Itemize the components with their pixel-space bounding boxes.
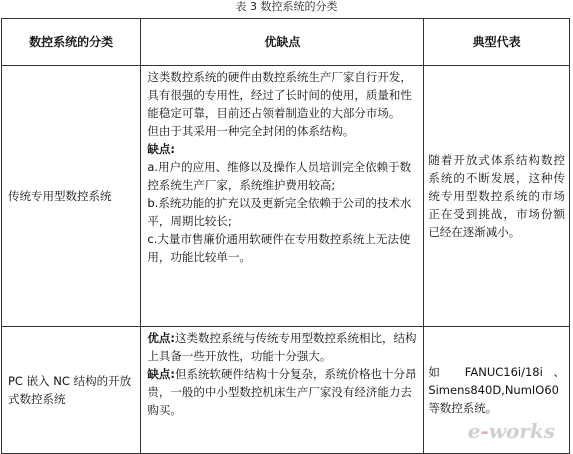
row-description [141,327,424,454]
row-representative: 随着开放式体系结构数控系统的不断发展，这种传统专用型数控系统的市场正在受到挑战，市场份额已经在逐渐减小。 [424,66,570,327]
description-line: b.系统功能的扩充以及更新完全依赖于公司的技术水平，周期比较长; [147,196,412,228]
table-row [2,66,570,327]
cons-body: 但系统软硬件结构十分复杂，系统价格也十分昂贵，一般的中小型数控机床生产厂家没有经济能力去购买。 [147,367,417,417]
header-representative: 典型代表 [424,19,570,66]
cons-label: 缺点: [147,142,175,156]
description-line: c.大量市售廉价通用软硬件在专用数控系统上无法使用，功能比较单一。 [147,232,411,264]
header-row [2,19,570,66]
cons-label: 缺点: [147,367,175,381]
cons-text [147,365,419,419]
table-row [2,327,570,454]
row-description [141,66,424,327]
description-line: 但由于其采用一种完全封闭的体系结构。 [147,124,355,138]
description-line: 这类数控系统的硬件由数控系统生产厂家自行开发，具有很强的专用性，经过了长时间的使用，质量和性能稳定可靠，目前还占领着制造业的大部分市场。 [147,70,412,120]
pros-label: 优点: [147,331,175,345]
row-category-name: PC 嵌入 NC 结构的开放式数控系统 [2,327,141,454]
table-caption: 表 3 数控系统的分类 [235,0,338,13]
header-category: 数控系统的分类 [2,19,141,66]
row-representative: 如 FANUC16i/18i、Simens840D,NumIO60等数控系统。 [424,327,570,454]
description-line: a.用户的应用、维修以及操作人员培训完全依赖于数控系统生产厂家，系统维护费用较高; [147,160,412,192]
e-works-watermark-logo: e-works [467,419,555,443]
pros-text [147,329,419,365]
row-category-name: 传统专用型数控系统 [2,66,141,327]
pros-body: 这类数控系统与传统专用型数控系统相比，结构上具备一些开放性，功能十分强大。 [147,331,417,363]
classification-table [1,18,570,454]
header-pros-cons: 优缺点 [141,19,424,66]
